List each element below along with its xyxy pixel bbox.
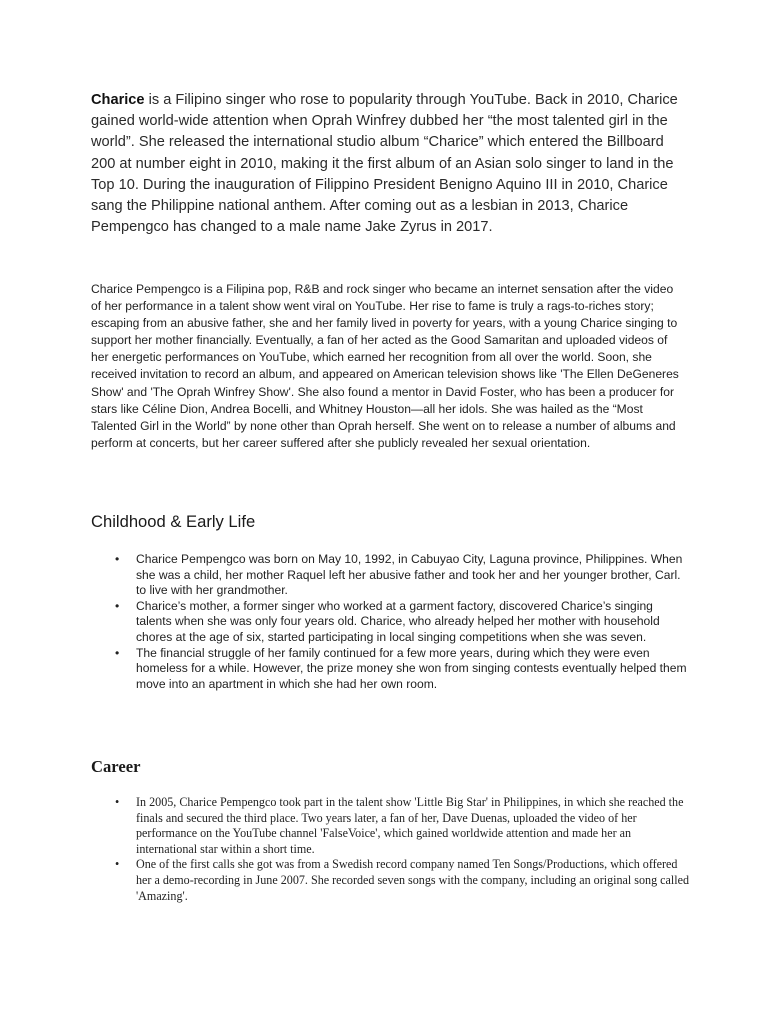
intro-text: is a Filipino singer who rose to popularity through YouTube. Back in 2010, Charice gained world-wide attention when Oprah Winfrey dubbed her “the most talented girl in the world”. She released the international studio album “Charice” which entered the Billboard 200 at number eight in 2010, making it the first album of an Asian solo singer to land in the Top 10. During the inauguration of Filippino President Benigno Aquino III in 2010, Charice sang the Philippine national anthem. After coming out as a lesbian in 2013, Charice Pempengco has changed to a male name Jake Zyrus in 2017. — [91, 92, 678, 236]
childhood-heading: Childhood & Early Life — [91, 512, 256, 531]
bullet-icon: • — [115, 795, 120, 809]
list-item — [91, 552, 691, 599]
list-item — [91, 599, 691, 646]
list-item-text: Charice Pempengco was born on May 10, 1992, in Cabuyao City, Laguna province, Philippines. When she was a child, her mother Raquel left her abusive father and took her and her younger brother, Carl. to live with her grandmother. — [136, 552, 683, 598]
bullet-icon: • — [115, 645, 120, 660]
bullet-icon: • — [115, 598, 120, 613]
bio-paragraph: Charice Pempengco is a Filipina pop, R&B and rock singer who became an internet sensation after the video of her performance in a talent show went viral on YouTube. Her rise to fame is truly a rags-to-riches story; escaping from an abusive father, she and her family lived in poverty for years, with a young Charice singing to support her mother financially. Eventually, a fan of her acted as the Good Samaritan and uploaded videos of her energetic performances on YouTube, which earned her recognition from all over the world. Soon, she received invitation to record an album, and appeared on American television shows like 'The Ellen DeGeneres Show' and 'The Oprah Winfrey Show'. She also found a mentor in David Foster, who has been a producer for stars like Céline Dion, Andrea Bocelli, and Whitney Houston—all her idols. She was hailed as the “Most Talented Girl in the World” by none other than Oprah herself. She went on to release a number of albums and perform at concerts, but her career suffered after she publicly revealed her sexual orientation. — [91, 282, 679, 450]
list-item — [91, 857, 691, 904]
intro-paragraph — [91, 90, 691, 238]
list-item-text: The financial struggle of her family continued for a few more years, during which they were even homeless for a while. However, the prize money she won from singing contests eventually helped them move into an apartment in which she had her own room. — [136, 645, 687, 691]
list-item-text: Charice’s mother, a former singer who worked at a garment factory, discovered Charice’s singing talents when she was only four years old. Charice, who already helped her mother with household chores at the age of six, started participating in local singing competitions when she was seven. — [136, 598, 660, 644]
list-item — [91, 795, 691, 857]
career-list — [91, 795, 691, 904]
list-item — [91, 646, 691, 693]
childhood-list — [91, 552, 691, 692]
intro-lead-name: Charice — [91, 92, 145, 108]
career-heading: Career — [91, 757, 141, 776]
bullet-icon: • — [115, 857, 120, 872]
list-item-text: One of the first calls she got was from a Swedish record company named Ten Songs/Productions, which offered her a demo-recording in June 2007. She recorded seven songs with the company, including an original song called 'Amazing'. — [136, 857, 690, 903]
list-item-text: In 2005, Charice Pempengco took part in the talent show 'Little Big Star' in Philippines, in which she reached the finals and secured the third place. Two years later, a fan of her, Dave Duenas, uploaded the video of her performance on the YouTube channel 'FalseVoice', which gained worldwide attention and made her an international star within a short time. — [136, 795, 684, 856]
bullet-icon: • — [115, 552, 120, 566]
